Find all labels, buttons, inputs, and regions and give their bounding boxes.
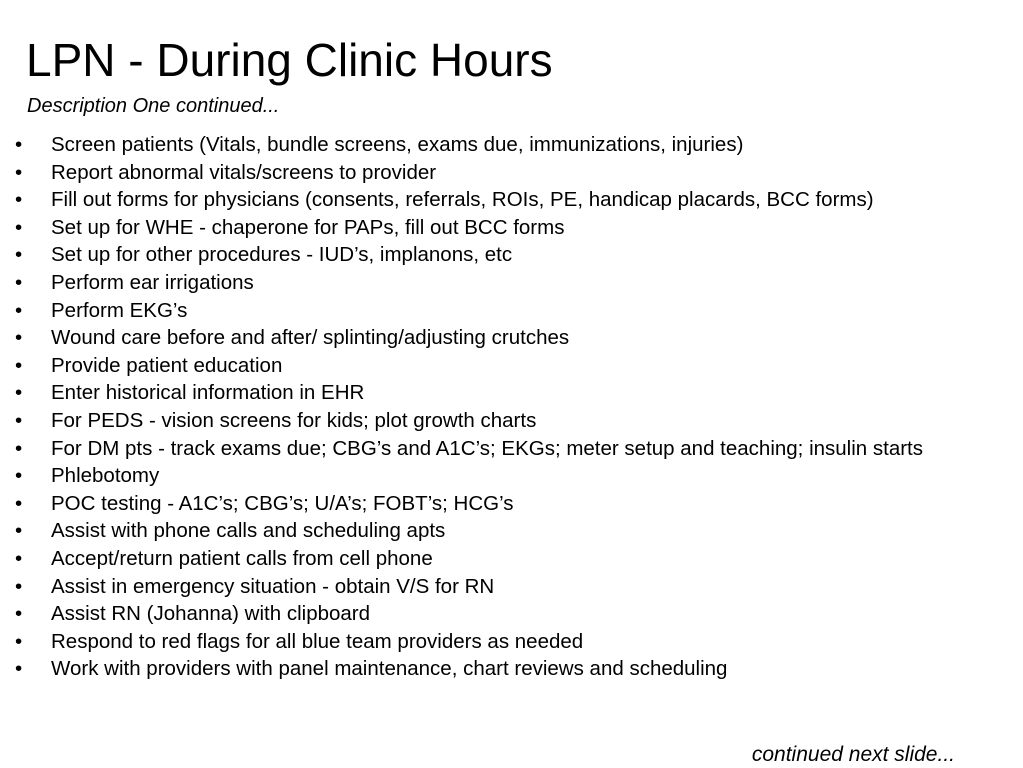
slide-title: LPN - During Clinic Hours <box>26 34 553 86</box>
bullet-item <box>0 545 990 573</box>
bullet-text: Wound care before and after/ splinting/adjusting crutches <box>51 326 570 350</box>
bullet-item <box>0 628 990 656</box>
bullet-item <box>0 297 990 325</box>
bullet-text: Work with providers with panel maintenance, chart reviews and scheduling <box>51 657 728 681</box>
bullet-dot-icon: • <box>15 326 23 350</box>
slide-subtitle: Description One continued... <box>27 95 280 117</box>
bullet-text: Report abnormal vitals/screens to provider <box>51 160 437 184</box>
bullet-item <box>0 655 990 683</box>
bullet-text: Assist with phone calls and scheduling apts <box>51 519 446 543</box>
bullet-dot-icon: • <box>15 602 23 626</box>
bullet-dot-icon: • <box>15 270 23 294</box>
bullet-item <box>0 269 990 297</box>
bullet-dot-icon: • <box>15 160 23 184</box>
bullet-dot-icon: • <box>15 546 23 570</box>
bullet-item <box>0 379 990 407</box>
bullet-dot-icon: • <box>15 381 23 405</box>
bullet-dot-icon: • <box>15 464 23 488</box>
bullet-dot-icon: • <box>15 629 23 653</box>
bullet-item <box>0 159 990 187</box>
bullet-dot-icon: • <box>15 353 23 377</box>
bullet-text: Phlebotomy <box>51 464 160 488</box>
bullet-dot-icon: • <box>15 574 23 598</box>
bullet-item <box>0 352 990 380</box>
bullet-text: Perform ear irrigations <box>51 270 254 294</box>
bullet-text: Assist in emergency situation - obtain V/S for RN <box>51 574 495 598</box>
bullet-item <box>0 435 990 463</box>
bullet-item <box>0 324 990 352</box>
continued-note: continued next slide... <box>751 743 955 766</box>
bullet-dot-icon: • <box>15 436 23 460</box>
bullet-item <box>0 462 990 490</box>
bullet-text: Set up for WHE - chaperone for PAPs, fill out BCC forms <box>51 215 565 239</box>
bullet-text: POC testing - A1C’s; CBG’s; U/A’s; FOBT’s; HCG’s <box>51 491 514 515</box>
bullet-item <box>0 490 990 518</box>
bullet-dot-icon: • <box>15 657 23 681</box>
bullet-text: For PEDS - vision screens for kids; plot growth charts <box>51 408 537 432</box>
bullet-text: For DM pts - track exams due; CBG’s and A1C’s; EKGs; meter setup and teaching; insulin starts <box>51 436 924 460</box>
bullet-item <box>0 131 990 159</box>
bullet-dot-icon: • <box>15 215 23 239</box>
bullet-text: Accept/return patient calls from cell phone <box>51 546 433 570</box>
bullet-item <box>0 600 990 628</box>
bullet-item <box>0 214 990 242</box>
bullet-dot-icon: • <box>15 491 23 515</box>
bullet-text: Fill out forms for physicians (consents, referrals, ROIs, PE, handicap placards, BCC forms) <box>51 188 874 212</box>
bullet-dot-icon: • <box>15 408 23 432</box>
bullet-text: Perform EKG’s <box>51 298 188 322</box>
bullet-dot-icon: • <box>15 188 23 212</box>
bullet-item <box>0 573 990 601</box>
bullet-dot-icon: • <box>15 133 23 156</box>
bullet-dot-icon: • <box>15 519 23 543</box>
bullet-item <box>0 186 990 214</box>
bullet-text: Provide patient education <box>51 353 283 377</box>
bullet-text: Respond to red flags for all blue team providers as needed <box>51 629 584 653</box>
bullet-text: Enter historical information in EHR <box>51 381 365 405</box>
bullet-item <box>0 241 990 269</box>
bullet-text: Set up for other procedures - IUD’s, implanons, etc <box>51 243 513 267</box>
bullet-item <box>0 407 990 435</box>
bullet-item <box>0 517 990 545</box>
bullet-dot-icon: • <box>15 243 23 267</box>
bullet-list <box>0 131 990 683</box>
bullet-dot-icon: • <box>15 298 23 322</box>
bullet-text: Screen patients (Vitals, bundle screens, exams due, immunizations, injuries) <box>51 133 744 156</box>
bullet-text: Assist RN (Johanna) with clipboard <box>51 602 371 626</box>
